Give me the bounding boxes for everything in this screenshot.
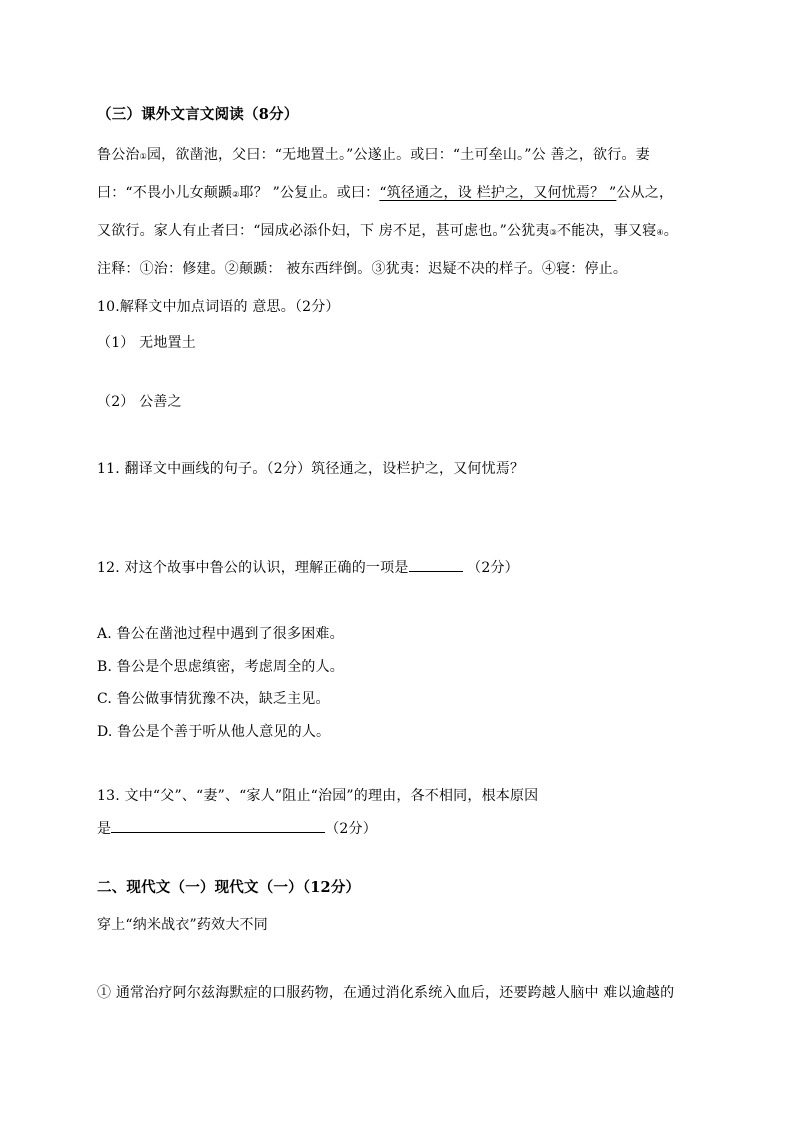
passage-text: 又欲行。家人有止者曰：“园成必添仆妇，下 房不足，甚可虑也。”公犹夷 xyxy=(97,223,550,239)
question-text: （2分） xyxy=(462,560,519,576)
question-13-line-2 xyxy=(97,818,377,839)
answer-blank[interactable] xyxy=(409,557,463,572)
passage-text: 耶？ ”公复止。或曰： xyxy=(239,185,380,201)
passage-text: 园，欲凿池，父曰：“无地置土。”公遂止。或曰：“土可垒山。”公 善之，欲行。妻 xyxy=(146,147,650,163)
passage-line-2 xyxy=(97,183,673,205)
question-10-item-2: （2） 公善之 xyxy=(97,394,182,410)
question-11: 11. 翻译文中画线的句子。（2分）筑径通之，设栏护之，又何忧焉？ xyxy=(97,461,525,477)
passage-text: 鲁公治 xyxy=(97,147,140,163)
article-title: 穿上“纳米战衣”药效大不同 xyxy=(97,917,268,933)
option-c: C. 鲁公做事情犹豫不决，缺乏主见。 xyxy=(97,691,330,707)
passage-text: 不能决，事又寝 xyxy=(556,223,657,239)
passage-text: 公从之， xyxy=(616,185,674,201)
question-10: 10.解释文中加点词语的 意思。（2分） xyxy=(97,299,340,315)
footnote-marker: ④ xyxy=(656,228,664,237)
option-a: A. 鲁公在凿池过程中遇到了很多困难。 xyxy=(97,626,344,642)
option-d: D. 鲁公是个善于听从他人意见的人。 xyxy=(97,724,331,740)
question-10-item-1: （1） 无地置土 xyxy=(97,335,196,351)
question-12 xyxy=(97,557,519,578)
passage-text: 。 xyxy=(663,223,678,239)
answer-blank[interactable] xyxy=(111,818,325,833)
option-b: B. 鲁公是个思虑缜密，考虑周全的人。 xyxy=(97,659,344,675)
article-paragraph-1: ① 通常治疗阿尔兹海默症的口服药物，在通过消化系统入血后，还要跨越人脑中 难以逾越的 xyxy=(97,985,675,1001)
footnote-marker: ① xyxy=(139,152,147,161)
footnote-marker: ② xyxy=(232,190,240,199)
notes: 注释：①治：修建。②颠踬： 被东西绊倒。③犹夷：迟疑不决的样子。④寝：停止。 xyxy=(97,261,628,277)
passage-line-1 xyxy=(97,145,650,167)
passage-text: 曰：“不畏小儿女颠踬 xyxy=(97,185,233,201)
part-title: 二、现代文（一）现代文（一）（12分） xyxy=(97,879,361,896)
question-text: 12. 对这个故事中鲁公的认识，理解正确的一项是 xyxy=(97,560,409,576)
question-text: （2分） xyxy=(325,821,377,837)
question-13-line-1: 13. 文中“父”、“妻”、“家人”阻止“治园”的理由，各不相同，根本原因 xyxy=(97,788,539,804)
footnote-marker: ③ xyxy=(549,228,557,237)
passage-line-3 xyxy=(97,221,678,243)
question-text: 是 xyxy=(97,821,112,837)
section-title: （三）课外文言文阅读（8分） xyxy=(97,106,299,123)
underlined-sentence: “筑径通之，设 栏护之，又何忧焉？ ” xyxy=(379,185,617,201)
